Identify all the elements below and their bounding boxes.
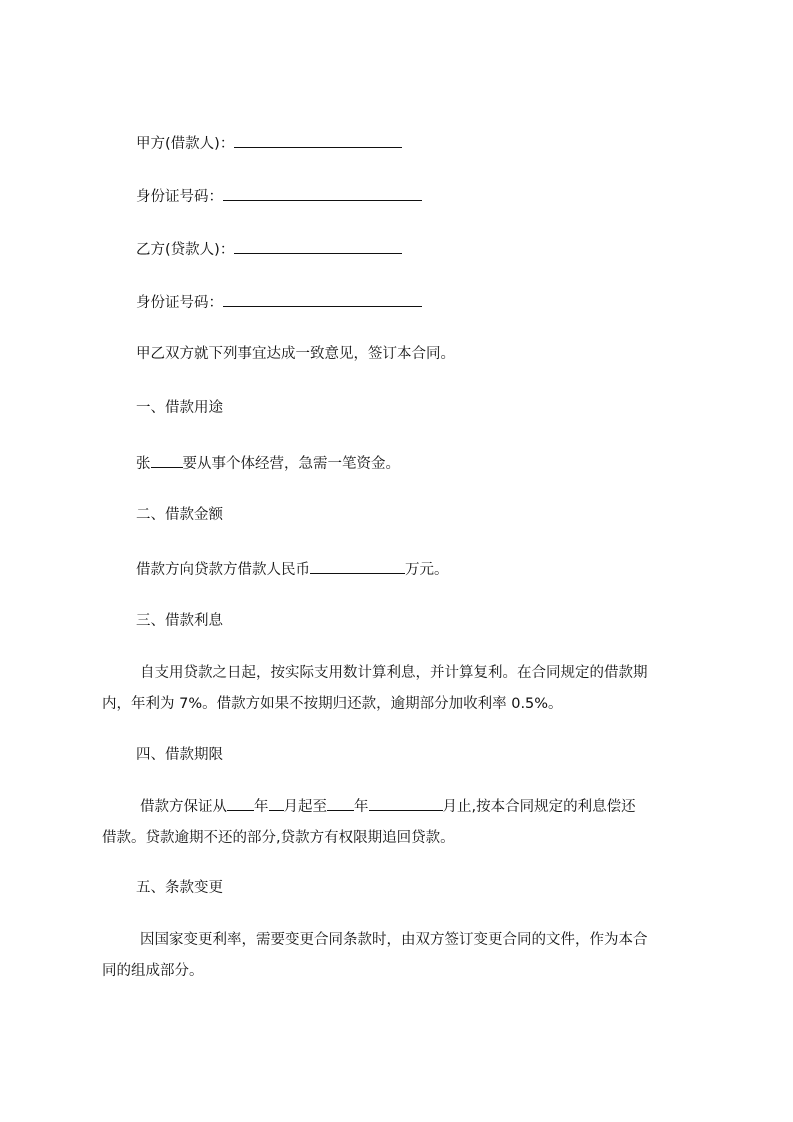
name-blank (151, 452, 183, 468)
section-3-line-2: 内，年利为 7%。借款方如果不按期归还款，逾期部分加收利率 0.5%。 (102, 696, 563, 712)
end-year-blank (327, 795, 354, 811)
section-4-part-5: 月止,按本合同规定的利息偿还 (442, 799, 636, 815)
id-number-label-1: 身份证号码： (136, 189, 223, 205)
section-4-heading: 四、借款期限 (136, 747, 223, 763)
start-year-blank (227, 795, 254, 811)
section-2-text-b: 万元。 (405, 562, 449, 578)
section-5-line-2: 同的组成部分。 (102, 963, 204, 979)
intro-text: 甲乙双方就下列事宜达成一致意见，签订本合同。 (136, 346, 455, 362)
section-4-line-1 (136, 792, 711, 823)
section-1-heading: 一、借款用途 (136, 400, 223, 416)
section-5-paragraph (102, 925, 711, 987)
id-number-blank-2 (223, 291, 422, 307)
section-2-heading: 二、借款金额 (136, 507, 223, 523)
id-number-row-1 (136, 185, 422, 207)
party-a-label: 甲方(借款人)： (136, 136, 235, 152)
section-4-part-3: 月起至 (283, 799, 327, 815)
party-a-row (136, 132, 402, 154)
end-month-blank (369, 795, 443, 811)
section-5-heading: 五、条款变更 (136, 880, 223, 896)
id-number-label-2: 身份证号码： (136, 295, 223, 311)
section-2-text-a: 借款方向贷款方借款人民币 (136, 562, 310, 578)
section-3-line-1: 自支用贷款之日起，按实际支用数计算利息，并计算复利。在合同规定的借款期 (140, 665, 648, 681)
party-b-blank (234, 238, 402, 254)
section-1-text-b: 要从事个体经营，急需一笔资金。 (182, 456, 400, 472)
section-2-text (136, 558, 449, 580)
amount-blank (310, 558, 405, 574)
section-3-paragraph (102, 658, 711, 720)
section-1-text-a: 张 (136, 456, 151, 472)
start-month-blank (269, 795, 284, 811)
party-a-blank (234, 132, 402, 148)
section-5-line-1: 因国家变更利率，需要变更合同条款时，由双方签订变更合同的文件，作为本合 (140, 932, 648, 948)
section-4-part-4: 年 (354, 799, 369, 815)
section-4-line-2: 借款。贷款逾期不还的部分,贷款方有权限期追回贷款。 (102, 830, 455, 846)
section-4-part-2: 年 (254, 799, 269, 815)
section-4-paragraph (102, 792, 711, 854)
section-3-heading: 三、借款利息 (136, 613, 223, 629)
party-b-label: 乙方(贷款人)： (136, 242, 235, 258)
section-1-text (136, 452, 400, 474)
id-number-row-2 (136, 291, 422, 313)
section-4-part-1: 借款方保证从 (140, 799, 227, 815)
id-number-blank-1 (223, 185, 422, 201)
party-b-row (136, 238, 402, 260)
